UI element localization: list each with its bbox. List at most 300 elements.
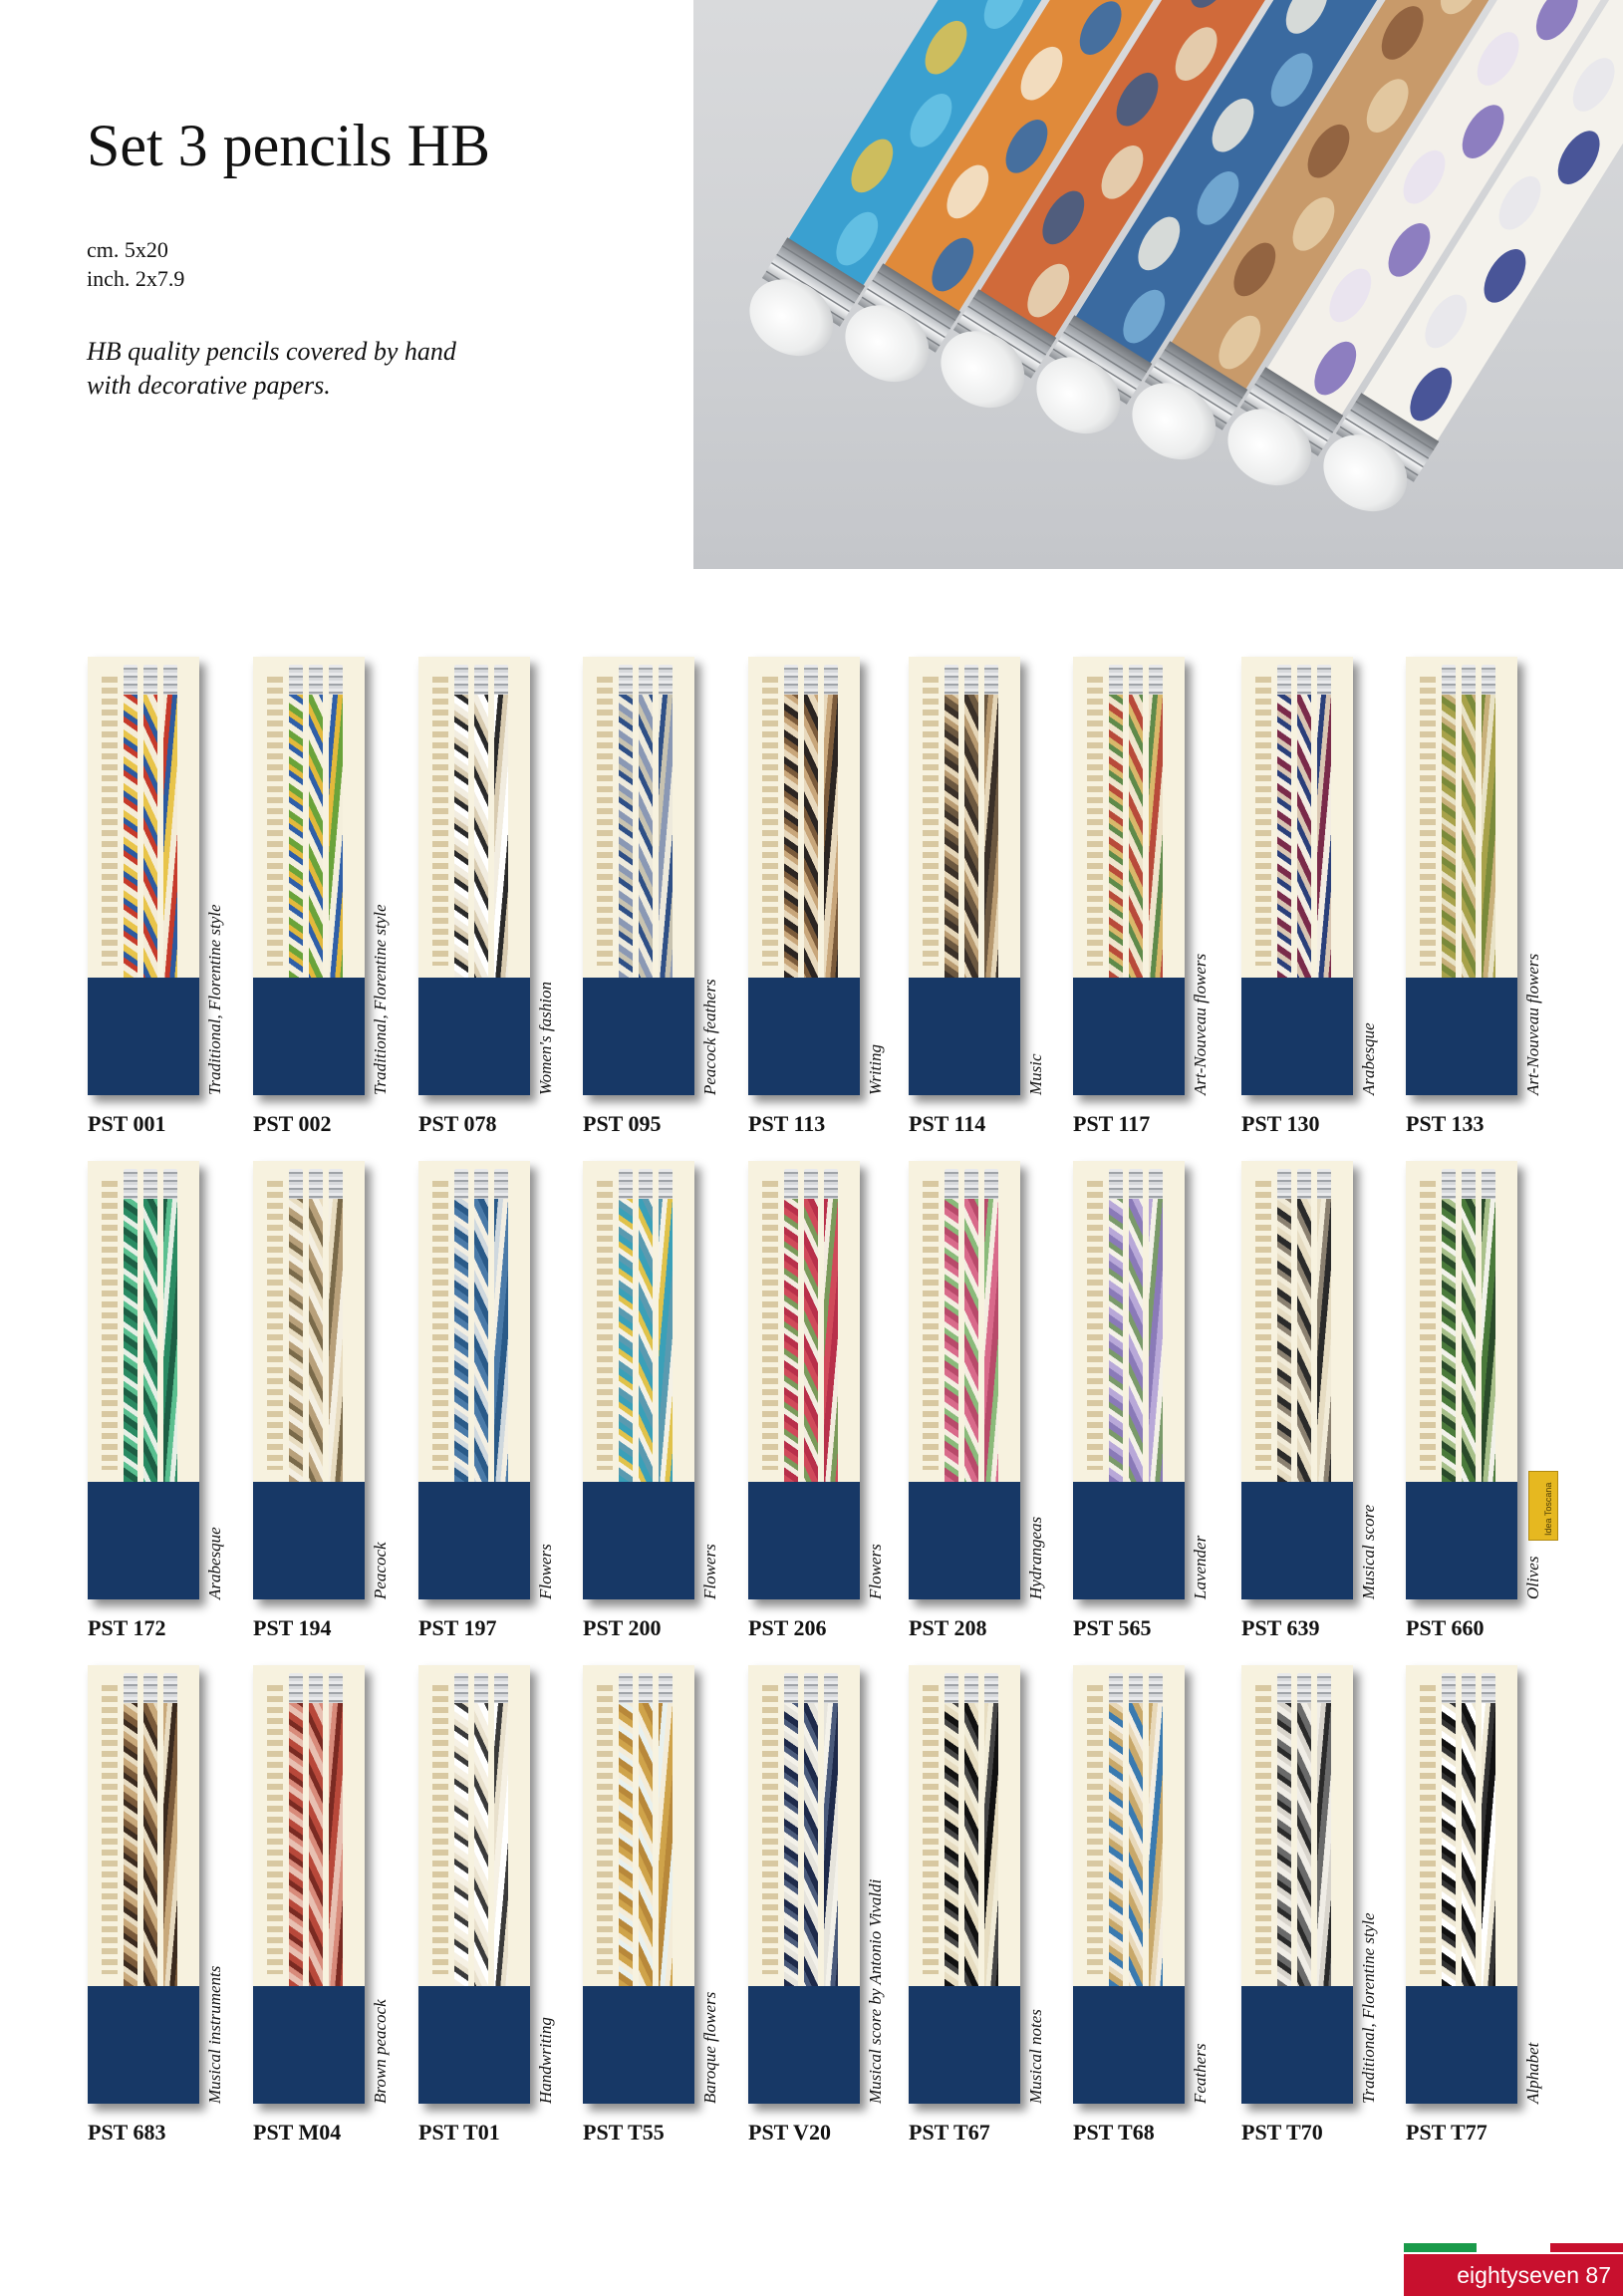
pencil [1297,1169,1311,1482]
pencil-paper [1297,695,1311,978]
box-navy-band [253,1482,365,1599]
pencil-box [748,657,860,1095]
pencil-paper [1482,1199,1495,1482]
pencil [784,1673,798,1986]
pencil-ferrule [309,665,323,695]
box-window [88,1161,199,1482]
product-code: PST 194 [253,1615,332,1640]
product-code: PST 117 [1073,1111,1151,1136]
product-card[interactable] [1241,657,1378,1136]
pencil-ferrule [1462,1169,1476,1199]
pencil-ferrule [454,1673,468,1703]
product-code: PST 095 [583,1111,662,1136]
product-card[interactable] [253,1665,390,2145]
product-code: PST 200 [583,1615,662,1640]
pencil-ferrule [454,1169,468,1199]
box-navy-band [88,978,199,1095]
pencil [1149,1169,1163,1482]
box-window [1073,1665,1185,1986]
product-pattern-label: Writing [866,1043,885,1095]
pencil [1297,665,1311,978]
box-brand-script [267,1685,283,1974]
box-navy-band [1406,1482,1517,1599]
pencil-ferrule [494,665,508,695]
pencil [945,665,958,978]
pencil [964,1673,978,1986]
pencil [1442,1169,1456,1482]
pencil-ferrule [474,1169,488,1199]
product-card[interactable] [418,1161,555,1640]
pencil-paper [494,1199,508,1482]
product-pattern-label: Musical notes [1026,2009,1045,2104]
product-card[interactable] [583,657,719,1136]
box-navy-band [748,1482,860,1599]
pencil-paper [1317,695,1331,978]
product-card[interactable] [1406,1665,1542,2145]
pencil [329,1169,343,1482]
pencil-paper [289,1703,303,1986]
pencil-paper [639,1703,653,1986]
pencil-paper [454,1199,468,1482]
product-card[interactable] [1241,1665,1378,2145]
box-brand-script [762,1685,778,1974]
product-pattern-label: Handwriting [536,2017,555,2104]
pencil-paper [454,695,468,978]
box-brand-script [762,1181,778,1470]
pencil [619,665,633,978]
pencil-paper [945,1199,958,1482]
pencil-ferrule [639,665,653,695]
pencil-ferrule [804,1673,818,1703]
box-brand-script [1087,1181,1103,1470]
pencil [124,665,137,978]
box-brand-script [102,1181,118,1470]
pencil-ferrule [619,665,633,695]
pencil-ferrule [143,1673,157,1703]
page-title: Set 3 pencils HB [87,113,490,178]
pencil-box [748,1161,860,1599]
pencil-box [1406,1665,1517,2104]
box-brand-script [1420,1685,1436,1974]
pencil [1317,1673,1331,1986]
box-window [909,1665,1020,1986]
pencil-ferrule [289,665,303,695]
pencil [1442,665,1456,978]
pencil-paper [824,1703,838,1986]
pencil-box [748,1665,860,2104]
box-brand-script [923,1685,939,1974]
pencil-ferrule [824,665,838,695]
box-brand-script [1255,677,1271,966]
pencil-ferrule [639,1673,653,1703]
pencil-box [88,1665,199,2104]
pencil [804,665,818,978]
box-navy-band [1073,1482,1185,1599]
pencil [309,665,323,978]
pencil [163,1673,177,1986]
product-code: PST V20 [748,2120,831,2145]
product-pattern-label: Peacock [371,1542,390,1599]
box-navy-band [253,978,365,1095]
box-window [253,1161,365,1482]
pencil-ferrule [964,1169,978,1199]
pencil [659,1673,673,1986]
pencil-ferrule [289,1673,303,1703]
product-card[interactable] [909,1161,1045,1640]
pencil-box [909,657,1020,1095]
pencil-paper [329,1703,343,1986]
pencil-box [253,1665,365,2104]
pencil-box [418,1161,530,1599]
pencil-paper [143,1703,157,1986]
pencil-ferrule [804,665,818,695]
pencil [1317,1169,1331,1482]
pencil [639,1673,653,1986]
product-card[interactable] [253,1161,390,1640]
pencil-paper [1277,1199,1291,1482]
box-navy-band [748,1986,860,2104]
pencil [289,1169,303,1482]
pencil-paper [124,1703,137,1986]
product-card[interactable] [1073,657,1210,1136]
pencil [1277,665,1291,978]
box-window [909,1161,1020,1482]
product-card[interactable] [1406,1161,1542,1640]
pencil [454,665,468,978]
box-window [1073,657,1185,978]
product-card[interactable] [748,1665,885,2145]
product-card[interactable] [1073,1665,1210,2145]
box-navy-band [583,1986,694,2104]
box-window [88,1665,199,1986]
box-brand-script [597,1181,613,1470]
pencil-paper [1129,695,1143,978]
pencil [143,1673,157,1986]
box-brand-script [1255,1181,1271,1470]
pencil-ferrule [1317,1673,1331,1703]
pencil-box [583,657,694,1095]
box-navy-band [418,1986,530,2104]
pencil-ferrule [1277,1673,1291,1703]
pencil [945,1169,958,1482]
pencil-paper [964,1703,978,1986]
product-card[interactable] [88,1161,224,1640]
pencil-ferrule [945,1673,958,1703]
box-brand-script [1420,677,1436,966]
pencil-ferrule [494,1673,508,1703]
pencil-ferrule [329,665,343,695]
pencil [1482,1169,1495,1482]
product-code: PST 639 [1241,1615,1320,1640]
pencil [824,1169,838,1482]
box-brand-script [267,677,283,966]
product-card[interactable] [88,1665,224,2145]
pencil-ferrule [824,1169,838,1199]
pencil-paper [984,1199,998,1482]
pencil [163,665,177,978]
pencil-box [253,1161,365,1599]
pencil-ferrule [1149,665,1163,695]
box-brand-script [267,1181,283,1470]
box-brand-script [1255,1685,1271,1974]
pencil [474,1169,488,1482]
product-pattern-label: Musical instruments [205,1965,224,2104]
pencil [329,665,343,978]
box-brand-script [102,1685,118,1974]
pencil [1277,1169,1291,1482]
box-navy-band [1406,1986,1517,2104]
pencil-ferrule [945,665,958,695]
pencil-ferrule [659,665,673,695]
box-window [88,657,199,978]
pencil-paper [494,695,508,978]
pencil-paper [804,1199,818,1482]
pencil [289,1673,303,1986]
pencil-ferrule [804,1169,818,1199]
product-card[interactable] [583,1161,719,1640]
product-card[interactable] [748,1161,885,1640]
product-pattern-label: Art-Nouveau flowers [1523,953,1542,1095]
pencil-paper [309,1199,323,1482]
pencil-ferrule [1129,665,1143,695]
box-brand-script [597,1685,613,1974]
product-card[interactable] [418,1665,555,2145]
pencil [494,1673,508,1986]
pencil-paper [1442,1703,1456,1986]
pencil [964,1169,978,1482]
box-navy-band [418,1482,530,1599]
pencil-ferrule [1442,1673,1456,1703]
pencil-ferrule [1442,1169,1456,1199]
product-code: PST 001 [88,1111,166,1136]
pencil [964,665,978,978]
product-card[interactable] [1406,657,1542,1136]
product-code: PST 660 [1406,1615,1485,1640]
pencil-paper [309,1703,323,1986]
pencil-box [1241,1665,1353,2104]
product-code: PST T55 [583,2120,665,2145]
product-pattern-label: Art-Nouveau flowers [1191,953,1210,1095]
pencil-box [253,657,365,1095]
box-navy-band [748,978,860,1095]
pencil-box [418,1665,530,2104]
pencil-paper [619,1199,633,1482]
pencil-ferrule [309,1673,323,1703]
pencil-ferrule [639,1169,653,1199]
pencil-paper [784,695,798,978]
pencil-ferrule [124,1169,137,1199]
pencil-paper [784,1199,798,1482]
pencil-paper [124,1199,137,1482]
pencil-paper [1462,695,1476,978]
product-code: PST T68 [1073,2120,1155,2145]
box-window [253,657,365,978]
product-pattern-label: Lavender [1191,1535,1210,1599]
box-window [1073,1161,1185,1482]
pencil-ferrule [1297,1673,1311,1703]
pencil-paper [824,1199,838,1482]
pencil [1317,665,1331,978]
box-brand-script [1420,1181,1436,1470]
product-code: PST T70 [1241,2120,1323,2145]
pencil [474,1673,488,1986]
pencil-ferrule [1109,665,1123,695]
pencil [1109,1169,1123,1482]
pencil-paper [474,1199,488,1482]
product-pattern-label: Music [1026,1053,1045,1095]
pencil-paper [1277,695,1291,978]
pencil [309,1673,323,1986]
product-code: PST 208 [909,1615,987,1640]
pencil-paper [804,695,818,978]
dimensions-inch: inch. 2x7.9 [87,266,185,291]
product-pattern-label: Traditional, Florentine style [205,904,224,1095]
pencil-ferrule [1462,1673,1476,1703]
product-code: PST M04 [253,2120,342,2145]
pencil-paper [619,695,633,978]
pencil [619,1673,633,1986]
product-code: PST 172 [88,1615,166,1640]
pencil-paper [1297,1703,1311,1986]
pencil-ferrule [329,1673,343,1703]
pencil-ferrule [163,1673,177,1703]
pencil [784,665,798,978]
pencil [1482,1673,1495,1986]
pencil [619,1169,633,1482]
pencil [659,665,673,978]
pencil [784,1169,798,1482]
pencil-paper [1317,1703,1331,1986]
pencil-box [88,657,199,1095]
product-code: PST 114 [909,1111,986,1136]
box-window [583,1665,694,1986]
pencil-paper [1109,695,1123,978]
pencil [289,665,303,978]
product-pattern-label: Flowers [536,1544,555,1599]
product-pattern-label: Traditional, Florentine style [371,904,390,1095]
box-window [748,1665,860,1986]
pencil-paper [984,695,998,978]
pencil [1149,665,1163,978]
pencil [454,1169,468,1482]
box-navy-band [583,978,694,1095]
pencil-ferrule [143,665,157,695]
pencil-box [909,1665,1020,2104]
box-brand-script [102,677,118,966]
box-navy-band [1073,978,1185,1095]
pencil-paper [329,695,343,978]
product-card[interactable] [88,657,224,1136]
box-navy-band [1241,1482,1353,1599]
product-code: PST 206 [748,1615,827,1640]
pencil-paper [1462,1703,1476,1986]
pencil-paper [1129,1199,1143,1482]
product-pattern-label: Peacock feathers [700,979,719,1095]
pencil-box [1073,1665,1185,2104]
product-card[interactable] [418,657,555,1136]
pencil-paper [1149,695,1163,978]
pencil [143,1169,157,1482]
product-code: PST 130 [1241,1111,1320,1136]
product-card[interactable] [909,657,1045,1136]
pencil-paper [1462,1199,1476,1482]
pencil-box [909,1161,1020,1599]
box-navy-band [1406,978,1517,1095]
box-navy-band [418,978,530,1095]
product-pattern-label: Arabesque [205,1527,224,1599]
pencil-ferrule [1109,1673,1123,1703]
pencil [945,1673,958,1986]
product-pattern-label: Baroque flowers [700,1991,719,2104]
pencil-ferrule [1317,1169,1331,1199]
pencil-ferrule [1462,665,1476,695]
pencil-paper [163,695,177,978]
pencil [329,1673,343,1986]
pencil [824,1673,838,1986]
pencil-paper [945,695,958,978]
pencil-ferrule [163,1169,177,1199]
pencil-paper [1129,1703,1143,1986]
pencil [1297,1673,1311,1986]
pencil-ferrule [289,1169,303,1199]
pencil [1109,1673,1123,1986]
page-footer [1404,2243,1623,2296]
pencil [659,1169,673,1482]
pencil [494,1169,508,1482]
pencil-ferrule [1109,1169,1123,1199]
pencil-paper [639,1199,653,1482]
pencil-paper [964,695,978,978]
product-pattern-label: Olives [1523,1556,1542,1599]
pencil-paper [1149,1199,1163,1482]
pencil [124,1673,137,1986]
box-brand-script [923,677,939,966]
pencil-paper [1149,1703,1163,1986]
box-navy-band [1241,1986,1353,2104]
product-card[interactable] [583,1665,719,2145]
pencil-paper [1317,1199,1331,1482]
pencil-ferrule [784,1169,798,1199]
product-pattern-label: Traditional, Florentine style [1359,1912,1378,2104]
product-card[interactable] [748,657,885,1136]
pencil-paper [309,695,323,978]
pencil [124,1169,137,1482]
pencil [1462,665,1476,978]
pencil-ferrule [1317,665,1331,695]
pencil-paper [1297,1199,1311,1482]
pencil [824,665,838,978]
product-card[interactable] [1241,1161,1378,1640]
product-pattern-label: Flowers [866,1544,885,1599]
product-pattern-label: Musical score by Antonio Vivaldi [866,1878,885,2104]
pencil-paper [289,1199,303,1482]
box-navy-band [1073,1986,1185,2104]
product-card[interactable] [253,657,390,1136]
dimensions-cm: cm. 5x20 [87,237,168,262]
pencil-ferrule [964,1673,978,1703]
product-pattern-label: Women's fashion [536,982,555,1095]
box-window [253,1665,365,1986]
product-card[interactable] [1073,1161,1210,1640]
pencil-ferrule [1482,1169,1495,1199]
pencil [1129,665,1143,978]
box-brand-script [923,1181,939,1470]
product-code: PST T01 [418,2120,500,2145]
product-card[interactable] [909,1665,1045,2145]
box-window [1241,1161,1353,1482]
pencil-paper [784,1703,798,1986]
product-pattern-label: Feathers [1191,2043,1210,2104]
